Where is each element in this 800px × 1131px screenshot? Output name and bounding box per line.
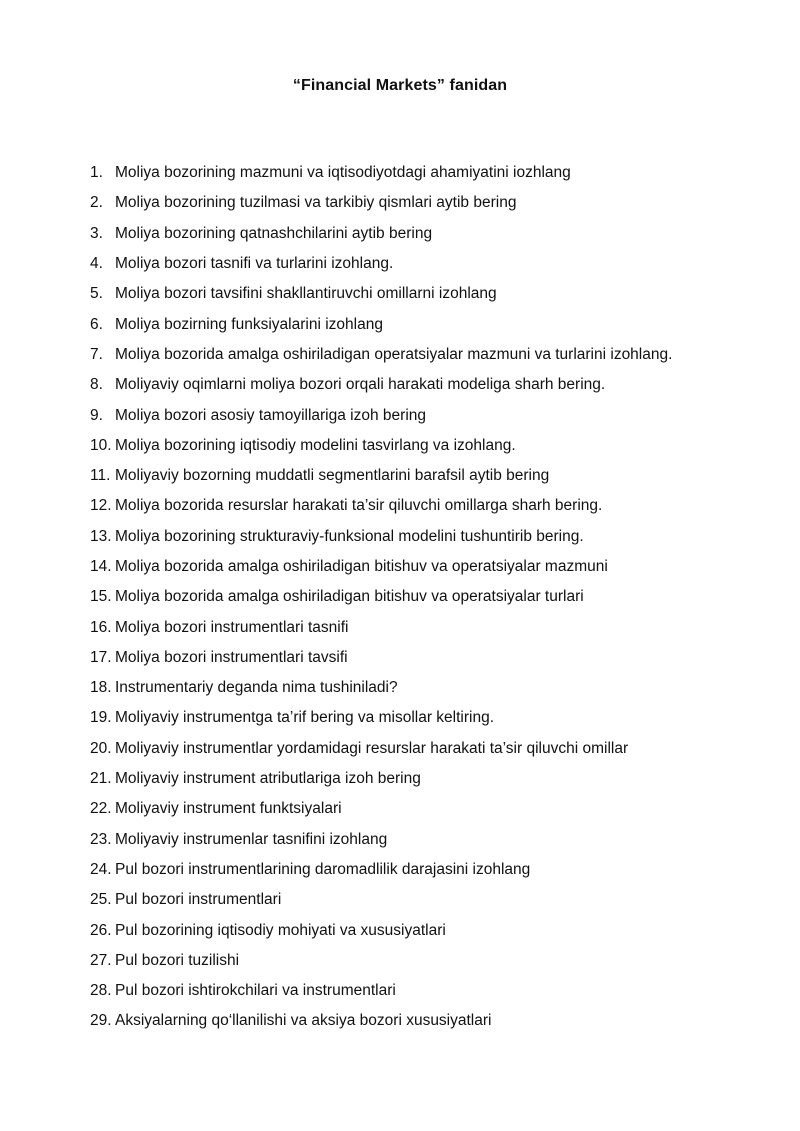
question-text: Moliyaviy instrumentga ta’rif bering va misollar keltiring. bbox=[115, 709, 495, 727]
question-text: Moliyaviy oqimlarni moliya bozori orqali harakati modeliga sharh bering. bbox=[115, 376, 606, 394]
list-item bbox=[90, 612, 770, 642]
question-number: 29. bbox=[90, 1012, 112, 1030]
list-item bbox=[90, 219, 770, 249]
question-text: Moliya bozorining tuzilmasi va tarkibiy qismlari aytib bering bbox=[115, 194, 517, 212]
list-item bbox=[90, 1006, 770, 1036]
list-item bbox=[90, 309, 770, 339]
list-item bbox=[90, 673, 770, 703]
question-number: 11. bbox=[90, 467, 111, 485]
list-item bbox=[90, 461, 770, 491]
list-item bbox=[90, 552, 770, 582]
question-number: 26. bbox=[90, 921, 112, 939]
question-number: 17. bbox=[90, 648, 112, 666]
question-number: 16. bbox=[90, 618, 112, 636]
list-item bbox=[90, 764, 770, 794]
question-number: 1. bbox=[90, 164, 103, 182]
list-item bbox=[90, 158, 770, 188]
question-text: Moliyaviy instrument funktsiyalari bbox=[115, 800, 342, 818]
question-text: Moliyaviy instrumenlar tasnifini izohlang bbox=[115, 830, 388, 848]
list-item bbox=[90, 400, 770, 430]
question-number: 15. bbox=[90, 588, 112, 606]
question-number: 20. bbox=[90, 739, 112, 757]
list-item bbox=[90, 249, 770, 279]
question-number: 12. bbox=[90, 497, 112, 515]
question-text: Moliya bozorining iqtisodiy modelini tasvirlang va izohlang. bbox=[115, 436, 516, 454]
question-text: Moliya bozori tavsifini shakllantiruvchi omillarni izohlang bbox=[115, 285, 497, 303]
page-title: “Financial Markets” fanidan bbox=[292, 77, 508, 94]
question-number: 27. bbox=[90, 951, 112, 969]
question-text: Moliyaviy instrument atributlariga izoh bering bbox=[115, 770, 421, 788]
question-text: Moliya bozorida resurslar harakati ta’sir qiluvchi omillarga sharh bering. bbox=[115, 497, 603, 515]
question-text: Moliya bozorining qatnashchilarini aytib bering bbox=[115, 224, 433, 242]
question-text: Pul bozorining iqtisodiy mohiyati va xususiyatlari bbox=[115, 921, 446, 939]
question-text: Moliya bozori tasnifi va turlarini izohlang. bbox=[115, 255, 394, 273]
question-number: 19. bbox=[90, 709, 112, 727]
question-text: Pul bozori instrumentlarining daromadlilik darajasini izohlang bbox=[115, 860, 531, 878]
list-item bbox=[90, 582, 770, 612]
list-item bbox=[90, 188, 770, 218]
list-item bbox=[90, 522, 770, 552]
list-item bbox=[90, 340, 770, 370]
list-item bbox=[90, 279, 770, 309]
question-text: Pul bozori tuzilishi bbox=[115, 951, 240, 969]
question-number: 3. bbox=[90, 224, 103, 242]
question-number: 22. bbox=[90, 800, 112, 818]
list-item bbox=[90, 855, 770, 885]
question-text: Moliya bozori instrumentlari tavsifi bbox=[115, 648, 348, 666]
question-text: Aksiyalarning qo‘llanilishi va aksiya bozori xususiyatlari bbox=[115, 1012, 492, 1030]
question-text: Instrumentariy deganda nima tushiniladi? bbox=[115, 679, 398, 697]
question-number: 25. bbox=[90, 891, 112, 909]
list-item bbox=[90, 976, 770, 1006]
question-number: 9. bbox=[90, 406, 103, 424]
question-number: 8. bbox=[90, 376, 103, 394]
question-text: Moliya bozirning funksiyalarini izohlang bbox=[115, 315, 383, 333]
list-item bbox=[90, 491, 770, 521]
question-number: 5. bbox=[90, 285, 103, 303]
question-number: 23. bbox=[90, 830, 112, 848]
list-item bbox=[90, 431, 770, 461]
question-text: Moliyaviy bozorning muddatli segmentlarini barafsil aytib bering bbox=[115, 467, 550, 485]
question-number: 7. bbox=[90, 345, 103, 363]
question-number: 4. bbox=[90, 255, 103, 273]
list-item bbox=[90, 643, 770, 673]
question-number: 10. bbox=[90, 436, 112, 454]
list-item bbox=[90, 885, 770, 915]
list-item bbox=[90, 703, 770, 733]
question-number: 2. bbox=[90, 194, 103, 212]
question-text: Moliya bozorida amalga oshiriladigan bitishuv va operatsiyalar turlari bbox=[115, 588, 584, 606]
question-text: Moliya bozori asosiy tamoyillariga izoh bering bbox=[115, 406, 426, 424]
question-number: 13. bbox=[90, 527, 112, 545]
question-number: 28. bbox=[90, 982, 112, 1000]
list-item bbox=[90, 825, 770, 855]
question-number: 21. bbox=[90, 770, 112, 788]
question-text: Moliya bozori instrumentlari tasnifi bbox=[115, 618, 349, 636]
question-text: Moliya bozorida amalga oshiriladigan bitishuv va operatsiyalar mazmuni bbox=[115, 558, 608, 575]
question-number: 6. bbox=[90, 315, 103, 333]
list-item bbox=[90, 915, 770, 945]
question-text: Moliya bozorining mazmuni va iqtisodiyotdagi ahamiyatini iozhlang bbox=[115, 164, 571, 182]
question-text: Moliyaviy instrumentlar yordamidagi resurslar harakati ta’sir qiluvchi omillar bbox=[115, 739, 629, 757]
question-text: Pul bozori instrumentlari bbox=[115, 891, 282, 909]
list-item bbox=[90, 794, 770, 824]
list-item bbox=[90, 370, 770, 400]
question-number: 14. bbox=[90, 558, 112, 575]
question-text: Moliya bozorida amalga oshiriladigan operatsiyalar mazmuni va turlarini izohlang. bbox=[115, 345, 673, 363]
question-text: Pul bozori ishtirokchilari va instrumentlari bbox=[115, 982, 396, 1000]
question-text: Moliya bozorining strukturaviy-funksional modelini tushuntirib bering. bbox=[115, 527, 584, 545]
question-number: 24. bbox=[90, 860, 112, 878]
question-list bbox=[90, 158, 770, 1037]
list-item bbox=[90, 734, 770, 764]
list-item bbox=[90, 946, 770, 976]
question-number: 18. bbox=[90, 679, 112, 697]
